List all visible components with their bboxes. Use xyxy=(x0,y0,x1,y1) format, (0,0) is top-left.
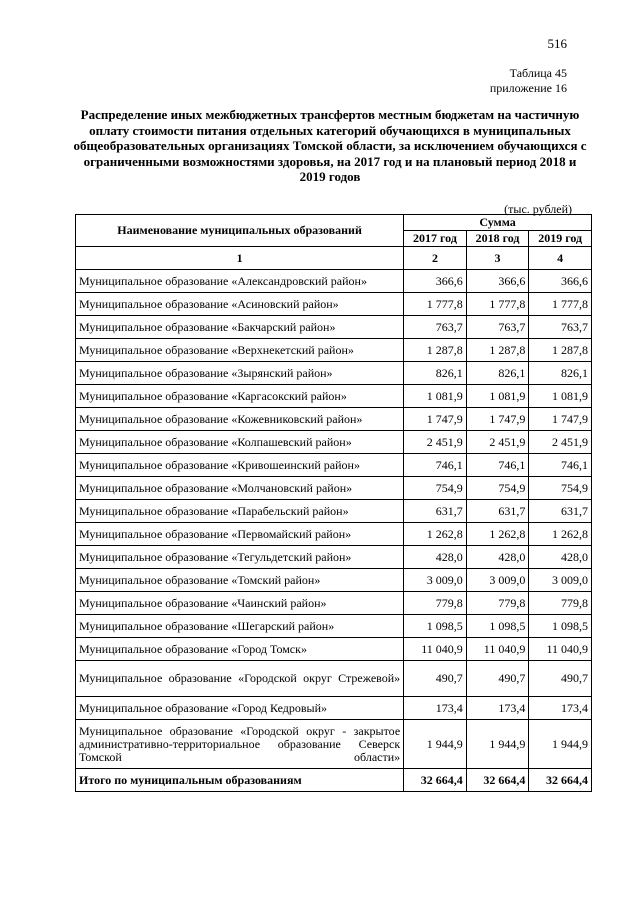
units-note: (тыс. рублей) xyxy=(504,202,572,216)
row-name: Муниципальное образование «Тегульдетский район» xyxy=(76,546,404,569)
row-name: Муниципальное образование «Кожевниковский район» xyxy=(76,408,404,431)
total-2019: 32 664,4 xyxy=(529,769,592,792)
value-2018: 173,4 xyxy=(466,697,529,720)
value-2018: 2 451,9 xyxy=(466,431,529,454)
value-2019: 490,7 xyxy=(529,661,592,697)
header-year-2018: 2018 год xyxy=(466,231,529,247)
value-2017: 826,1 xyxy=(404,362,467,385)
table-row xyxy=(76,408,592,431)
value-2019: 2 451,9 xyxy=(529,431,592,454)
value-2017: 173,4 xyxy=(404,697,467,720)
row-name: Муниципальное образование «Томский район» xyxy=(76,569,404,592)
value-2017: 11 040,9 xyxy=(404,638,467,661)
row-name: Муниципальное образование «Асиновский район» xyxy=(76,293,404,316)
total-row xyxy=(76,769,592,792)
value-2018: 428,0 xyxy=(466,546,529,569)
value-2019: 173,4 xyxy=(529,697,592,720)
table-row xyxy=(76,477,592,500)
value-2018: 1 944,9 xyxy=(466,720,529,769)
header-year-2017: 2017 год xyxy=(404,231,467,247)
row-name: Муниципальное образование «Чаинский район» xyxy=(76,592,404,615)
value-2017: 1 777,8 xyxy=(404,293,467,316)
table-row xyxy=(76,270,592,293)
value-2018: 763,7 xyxy=(466,316,529,339)
table-row xyxy=(76,316,592,339)
value-2018: 1 777,8 xyxy=(466,293,529,316)
row-name: Муниципальное образование «Городской округ - закрытое административно-территориальное образование Северск Томской области» xyxy=(76,720,404,769)
header-year-2019: 2019 год xyxy=(529,231,592,247)
value-2018: 490,7 xyxy=(466,661,529,697)
row-name: Муниципальное образование «Парабельский район» xyxy=(76,500,404,523)
value-2019: 366,6 xyxy=(529,270,592,293)
row-name: Муниципальное образование «Город Томск» xyxy=(76,638,404,661)
value-2018: 3 009,0 xyxy=(466,569,529,592)
value-2017: 3 009,0 xyxy=(404,569,467,592)
value-2018: 366,6 xyxy=(466,270,529,293)
value-2018: 1 081,9 xyxy=(466,385,529,408)
value-2019: 3 009,0 xyxy=(529,569,592,592)
row-name: Муниципальное образование «Бакчарский район» xyxy=(76,316,404,339)
value-2019: 1 747,9 xyxy=(529,408,592,431)
value-2018: 1 262,8 xyxy=(466,523,529,546)
row-name: Муниципальное образование «Кривошеинский район» xyxy=(76,454,404,477)
table-row xyxy=(76,661,592,697)
value-2017: 754,9 xyxy=(404,477,467,500)
row-name: Муниципальное образование «Верхнекетский район» xyxy=(76,339,404,362)
table-row xyxy=(76,638,592,661)
column-number: 4 xyxy=(529,247,592,270)
table-row xyxy=(76,339,592,362)
value-2019: 1 262,8 xyxy=(529,523,592,546)
table-reference xyxy=(490,66,567,96)
column-number: 2 xyxy=(404,247,467,270)
total-2017: 32 664,4 xyxy=(404,769,467,792)
row-name: Муниципальное образование «Шегарский район» xyxy=(76,615,404,638)
header-name: Наименование муниципальных образований xyxy=(76,215,404,247)
row-name: Муниципальное образование «Молчановский район» xyxy=(76,477,404,500)
table-row xyxy=(76,546,592,569)
table-row xyxy=(76,431,592,454)
value-2017: 763,7 xyxy=(404,316,467,339)
table-row xyxy=(76,293,592,316)
value-2019: 763,7 xyxy=(529,316,592,339)
total-label: Итого по муниципальным образованиям xyxy=(76,769,404,792)
value-2019: 1 098,5 xyxy=(529,615,592,638)
row-name: Муниципальное образование «Городской округ Стрежевой» xyxy=(76,661,404,697)
value-2017: 490,7 xyxy=(404,661,467,697)
value-2017: 428,0 xyxy=(404,546,467,569)
table-label: Таблица 45 xyxy=(509,66,567,80)
appendix-label: приложение 16 xyxy=(489,81,567,95)
table-row xyxy=(76,720,592,769)
value-2018: 631,7 xyxy=(466,500,529,523)
value-2017: 1 747,9 xyxy=(404,408,467,431)
table-row xyxy=(76,569,592,592)
value-2018: 1 747,9 xyxy=(466,408,529,431)
table-row xyxy=(76,615,592,638)
table-row xyxy=(76,592,592,615)
value-2019: 754,9 xyxy=(529,477,592,500)
table-row xyxy=(76,362,592,385)
table-row xyxy=(76,385,592,408)
row-name: Муниципальное образование «Первомайский район» xyxy=(76,523,404,546)
value-2017: 631,7 xyxy=(404,500,467,523)
value-2019: 779,8 xyxy=(529,592,592,615)
row-name: Муниципальное образование «Колпашевский район» xyxy=(76,431,404,454)
value-2019: 1 287,8 xyxy=(529,339,592,362)
value-2018: 826,1 xyxy=(466,362,529,385)
table-row xyxy=(76,500,592,523)
value-2019: 746,1 xyxy=(529,454,592,477)
table-row xyxy=(76,454,592,477)
value-2017: 1 287,8 xyxy=(404,339,467,362)
value-2017: 1 262,8 xyxy=(404,523,467,546)
table-row xyxy=(76,523,592,546)
value-2017: 746,1 xyxy=(404,454,467,477)
total-2018: 32 664,4 xyxy=(466,769,529,792)
value-2019: 428,0 xyxy=(529,546,592,569)
value-2019: 826,1 xyxy=(529,362,592,385)
value-2017: 779,8 xyxy=(404,592,467,615)
value-2019: 1 777,8 xyxy=(529,293,592,316)
value-2019: 1 944,9 xyxy=(529,720,592,769)
row-name: Муниципальное образование «Город Кедровый» xyxy=(76,697,404,720)
column-number: 3 xyxy=(466,247,529,270)
value-2017: 366,6 xyxy=(404,270,467,293)
table-row xyxy=(76,697,592,720)
value-2019: 11 040,9 xyxy=(529,638,592,661)
value-2017: 1 098,5 xyxy=(404,615,467,638)
value-2018: 1 098,5 xyxy=(466,615,529,638)
value-2019: 1 081,9 xyxy=(529,385,592,408)
value-2018: 11 040,9 xyxy=(466,638,529,661)
value-2017: 1 081,9 xyxy=(404,385,467,408)
row-name: Муниципальное образование «Каргасокский район» xyxy=(76,385,404,408)
document-title: Распределение иных межбюджетных трансфертов местным бюджетам на частичную оплату стоимости питания отдельных категорий обучающихся в муниципальных общеобразовательных организациях Томской области, за исключением обучающихся с ограниченными возможностями здоровья, на 2017 год и на плановый период 2018 и 2019 годов xyxy=(73,107,587,184)
value-2019: 631,7 xyxy=(529,500,592,523)
value-2017: 2 451,9 xyxy=(404,431,467,454)
column-number: 1 xyxy=(76,247,404,270)
row-name: Муниципальное образование «Зырянский район» xyxy=(76,362,404,385)
value-2018: 779,8 xyxy=(466,592,529,615)
transfers-table xyxy=(75,214,592,792)
value-2018: 754,9 xyxy=(466,477,529,500)
value-2018: 746,1 xyxy=(466,454,529,477)
value-2018: 1 287,8 xyxy=(466,339,529,362)
header-sum: Сумма xyxy=(404,215,592,231)
value-2017: 1 944,9 xyxy=(404,720,467,769)
page-number: 516 xyxy=(547,36,567,51)
row-name: Муниципальное образование «Александровский район» xyxy=(76,270,404,293)
